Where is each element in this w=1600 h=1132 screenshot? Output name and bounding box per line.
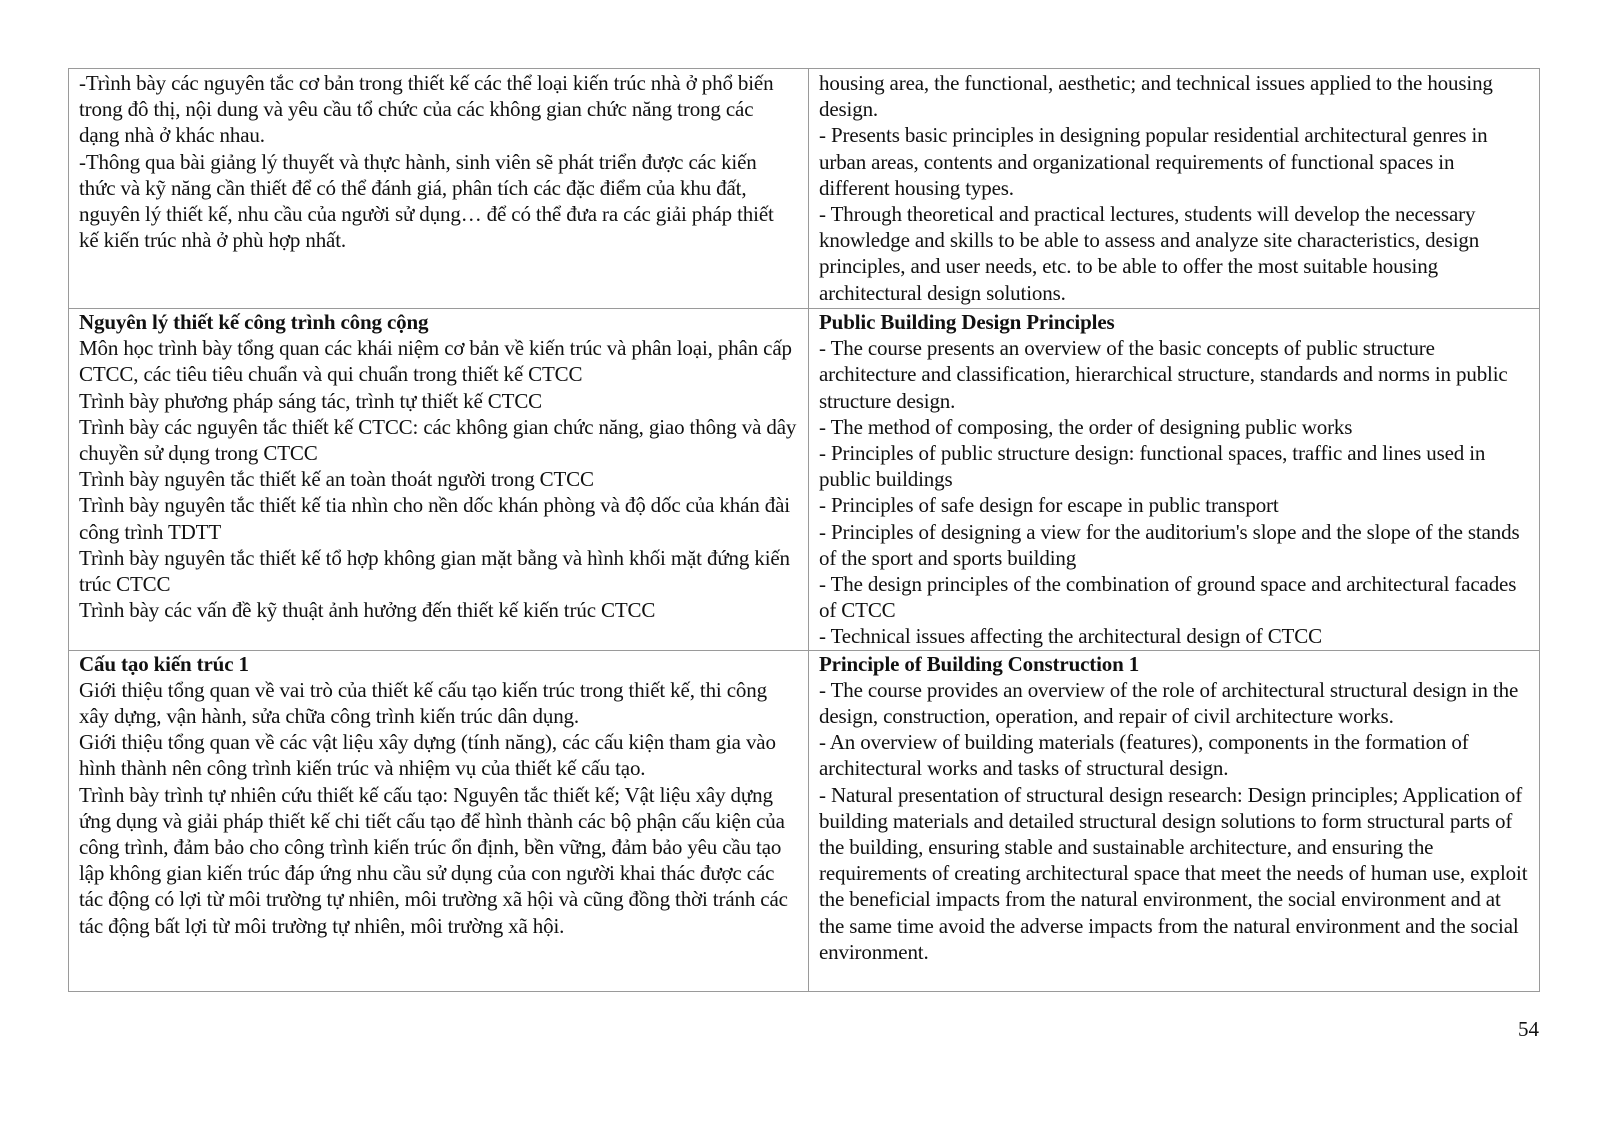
vietnamese-cell [69, 69, 809, 309]
course-description-table [68, 68, 1540, 992]
paragraph: Môn học trình bày tổng quan các khái niệm cơ bản về kiến trúc và phân loại, phân cấp CTCC, các tiêu tiêu chuẩn và qui chuẩn trong thiết kế CTCC [79, 336, 792, 387]
english-cell [809, 69, 1540, 309]
paragraph: - The course presents an overview of the basic concepts of public structure architecture and classification, hierarchical structure, standards and norms in public structure design. [819, 336, 1508, 413]
paragraph: - Principles of designing a view for the auditorium's slope and the slope of the stands of the sport and sports building [819, 519, 1520, 570]
paragraph: - The course provides an overview of the role of architectural structural design in the design, construction, operation, and repair of civil architecture works. [819, 677, 1519, 729]
course-title-en: Public Building Design Principles [819, 310, 1115, 334]
paragraph: Trình bày phương pháp sáng tác, trình tự thiết kế CTCC [79, 388, 543, 413]
course-title-en: Principle of Building Construction 1 [819, 651, 1140, 676]
paragraph: - The design principles of the combination of ground space and architectural facades of CTCC [819, 572, 1517, 623]
table-row [69, 69, 1540, 309]
vietnamese-cell [69, 650, 809, 991]
paragraph: - Presents basic principles in designing popular residential architectural genres in urban areas, contents and organizational requirements of functional spaces in different housing types. [819, 123, 1488, 200]
paragraph: Trình bày các nguyên tắc thiết kế CTCC: các không gian chức năng, giao thông và dây chuyền sử dụng trong CTCC [79, 414, 797, 466]
paragraph: - Principles of public structure design: functional spaces, traffic and lines used in public buildings [819, 441, 1486, 492]
paragraph: Trình bày trình tự nhiên cứu thiết kế cấu tạo: Nguyên tắc thiết kế; Vật liệu xây dựng ứng dụng và giải pháp thiết kế chi tiết cấu tạo để hình thành các bộ phận cấu kiện của công trình, đảm bảo cho công trình kiến trúc ổn định, bền vững, đảm bảo yêu cầu tạo lập không gian kiến trúc đáp ứng nhu cầu sử dụng của con người khai thác được các tác động có lợi từ môi trường tự nhiên, môi trường xã hội và cũng đồng thời tránh các tác động bất lợi từ môi trường tự nhiên, môi trường xã hội. [79, 782, 788, 938]
paragraph: - Principles of safe design for escape in public transport [819, 493, 1279, 518]
paragraph: - Through theoretical and practical lectures, students will develop the necessary knowledge and skills to be able to assess and analyze site characteristics, design principles, and user needs, etc. to be able to offer the most suitable housing architectural design solutions. [819, 202, 1480, 305]
paragraph: -Trình bày các nguyên tắc cơ bản trong thiết kế các thể loại kiến trúc nhà ở phổ biến trong đô thị, nội dung và yêu cầu tổ chức của các không gian chức năng trong các dạng nhà ở khác nhau. [79, 71, 774, 148]
paragraph: - An overview of building materials (features), components in the formation of architectural works and tasks of structural design. [819, 730, 1469, 781]
course-title-vi: Cấu tạo kiến trúc 1 [79, 651, 249, 676]
page-number: 54 [1518, 1017, 1539, 1041]
paragraph: - The method of composing, the order of designing public works [819, 414, 1353, 439]
paragraph: Giới thiệu tổng quan về các vật liệu xây dựng (tính năng), các cấu kiện tham gia vào hình thành nên công trình kiến trúc và nhiệm vụ của thiết kế cấu tạo. [79, 730, 776, 781]
paragraph: Trình bày nguyên tắc thiết kế tổ hợp không gian mặt bằng và hình khối mặt đứng kiến trúc CTCC [79, 545, 790, 597]
table-row [69, 650, 1540, 991]
paragraph: - Natural presentation of structural design research: Design principles; Application of building materials and detailed structural design solutions to form structural parts of the building, ensuring stable and sustainable architecture, and ensuring the requirements of creating architectural space that meet the needs of human use, exploit the beneficial impacts from the natural environment, the social environment and at the same time avoid the adverse impacts from the natural environment and the social environment. [819, 782, 1528, 964]
paragraph: housing area, the functional, aesthetic; and technical issues applied to the housing design. [819, 71, 1493, 122]
vietnamese-cell [69, 309, 809, 651]
paragraph: Trình bày nguyên tắc thiết kế tia nhìn cho nền dốc khán phòng và độ dốc của khán đài công trình TDTT [79, 493, 790, 544]
paragraph: Giới thiệu tổng quan về vai trò của thiết kế cấu tạo kiến trúc trong thiết kế, thi công xây dựng, vận hành, sửa chữa công trình kiến trúc dân dụng. [79, 677, 767, 729]
course-title-vi: Nguyên lý thiết kế công trình công cộng [79, 310, 429, 334]
english-cell [809, 650, 1540, 991]
paragraph: -Thông qua bài giảng lý thuyết và thực hành, sinh viên sẽ phát triển được các kiến thức và kỹ năng cần thiết để có thể đánh giá, phân tích các đặc điểm của khu đất, nguyên lý thiết kế, nhu cầu của người sử dụng… để có thể đưa ra các giải pháp thiết kế kiến trúc nhà ở phù hợp nhất. [79, 149, 774, 253]
paragraph: Trình bày các vấn đề kỹ thuật ảnh hưởng đến thiết kế kiến trúc CTCC [79, 598, 656, 623]
english-cell [809, 309, 1540, 651]
paragraph: Trình bày nguyên tắc thiết kế an toàn thoát người trong CTCC [79, 467, 594, 492]
paragraph: - Technical issues affecting the architectural design of CTCC [819, 624, 1322, 649]
table-row [69, 309, 1540, 651]
